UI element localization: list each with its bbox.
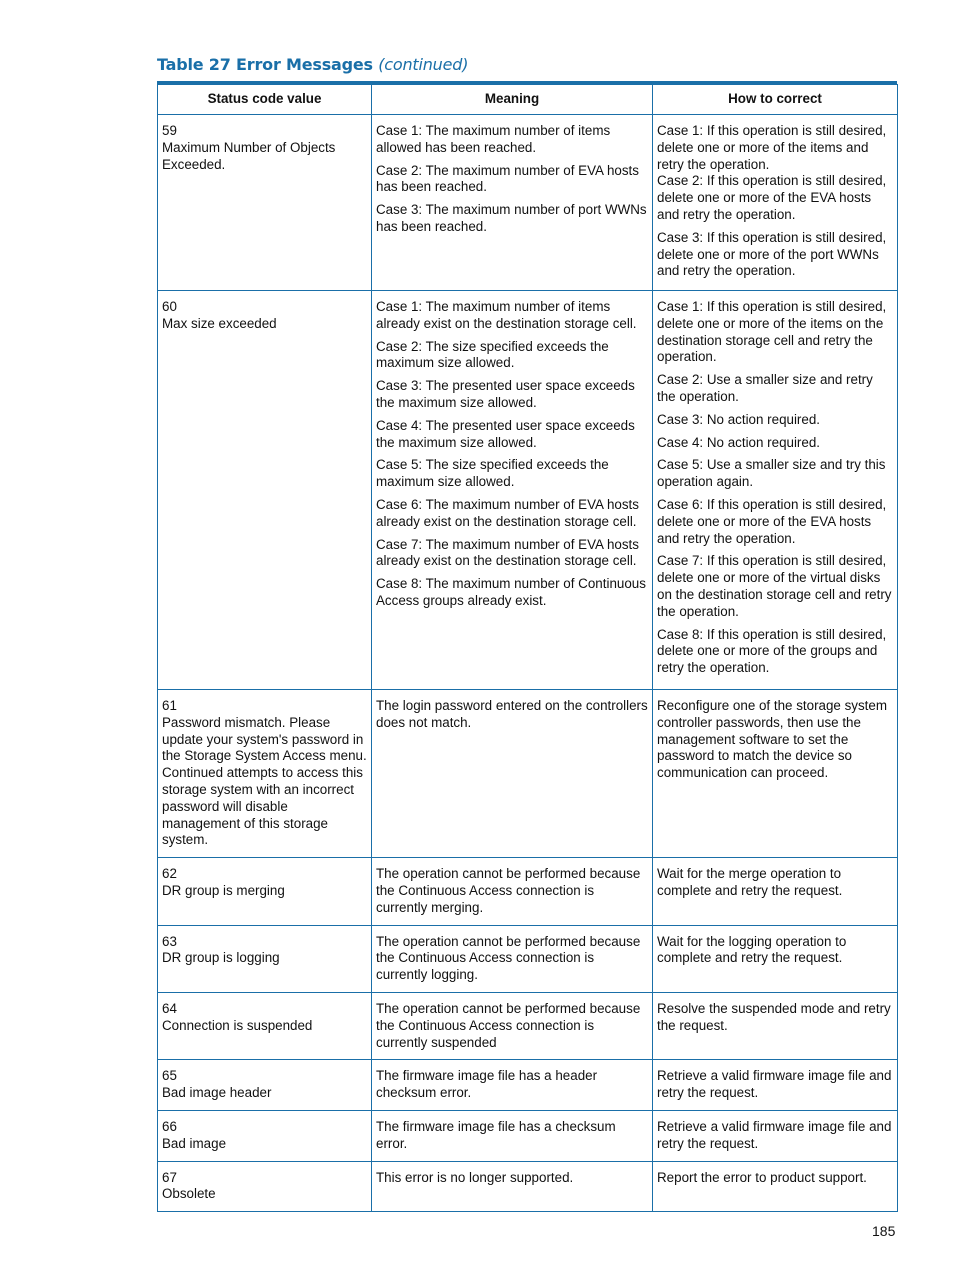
- meaning-text: The operation cannot be performed because the Continuous Access connection is currently merging.: [376, 866, 641, 915]
- meaning-cell: [372, 291, 653, 690]
- how-to-correct-cell: [653, 858, 898, 925]
- table-row: [158, 992, 898, 1059]
- how-to-correct-text: Case 3: If this operation is still desired, delete one or more of the port WWNs and retry the operation.: [657, 229, 887, 279]
- meaning-text: Case 2: The maximum number of EVA hosts has been reached.: [376, 162, 639, 195]
- status-code-name: Bad image header: [162, 1085, 272, 1101]
- meaning-cell: [372, 1110, 653, 1161]
- status-code-number: 62: [162, 866, 177, 882]
- how-to-correct-text: Case 2: If this operation is still desired, delete one or more of the EVA hosts and retry the operation.: [657, 173, 887, 222]
- meaning-text: The operation cannot be performed because the Continuous Access connection is currently suspended: [376, 1000, 641, 1050]
- table-row: [158, 1110, 898, 1161]
- meaning-text: Case 7: The maximum number of EVA hosts already exist on the destination storage cell.: [376, 536, 639, 569]
- meaning-text: This error is no longer supported.: [376, 1169, 574, 1185]
- status-code-number: 67: [162, 1169, 177, 1185]
- how-to-correct-cell: [653, 992, 898, 1059]
- how-to-correct-text: Reconfigure one of the storage system controller passwords, then use the management software to set the password to match the device so communication can proceed.: [657, 698, 888, 781]
- table-row: [158, 1161, 898, 1212]
- status-code-number: 61: [162, 698, 177, 713]
- meaning-text: Case 3: The presented user space exceeds the maximum size allowed.: [376, 378, 635, 410]
- table-row: [158, 1060, 898, 1111]
- table-row: [158, 690, 898, 858]
- meaning-text: Case 2: The size specified exceeds the maximum size allowed.: [376, 338, 609, 371]
- meaning-text: Case 5: The size specified exceeds the maximum size allowed.: [376, 457, 609, 490]
- how-to-correct-text: Case 8: If this operation is still desired, delete one or more of the groups and retry the operation.: [657, 626, 887, 676]
- status-code-cell: [158, 115, 372, 291]
- meaning-cell: [372, 992, 653, 1059]
- table-row: [158, 925, 898, 992]
- status-code-number: 63: [162, 933, 177, 949]
- status-code-name: Bad image: [162, 1135, 227, 1151]
- status-code-name: Max size exceeded: [162, 315, 277, 331]
- meaning-text: The firmware image file has a header checksum error.: [376, 1068, 598, 1101]
- how-to-correct-text: Case 1: If this operation is still desired, delete one or more of the items and retry the operation.: [657, 123, 887, 172]
- how-to-correct-cell: [653, 1060, 898, 1111]
- how-to-correct-text: Case 2: Use a smaller size and retry the operation.: [657, 372, 873, 404]
- status-code-cell: [158, 1161, 372, 1212]
- column-header-meaning: Meaning: [372, 85, 653, 115]
- meaning-cell: [372, 690, 653, 858]
- meaning-text: Case 6: The maximum number of EVA hosts already exist on the destination storage cell.: [376, 496, 639, 529]
- how-to-correct-text: Case 4: No action required.: [657, 434, 821, 450]
- how-to-correct-cell: [653, 1161, 898, 1212]
- column-header-status-code: Status code value: [158, 85, 372, 115]
- table-caption: [157, 55, 468, 74]
- meaning-text: Case 1: The maximum number of items already exist on the destination storage cell.: [376, 299, 637, 331]
- status-code-cell: [158, 1110, 372, 1161]
- meaning-cell: [372, 925, 653, 992]
- table-row: [158, 858, 898, 925]
- how-to-correct-text: Retrieve a valid firmware image file and retry the request.: [657, 1118, 892, 1151]
- status-code-cell: [158, 925, 372, 992]
- status-code-number: 65: [162, 1068, 177, 1084]
- how-to-correct-text: Case 1: If this operation is still desired, delete one or more of the items on the destination storage cell and retry the operation.: [657, 299, 887, 365]
- table-row: [158, 115, 898, 291]
- status-code-cell: [158, 992, 372, 1059]
- status-code-name: Obsolete: [162, 1186, 216, 1202]
- table-row: [158, 291, 898, 690]
- how-to-correct-text: Case 3: No action required.: [657, 411, 821, 427]
- how-to-correct-text: Retrieve a valid firmware image file and retry the request.: [657, 1068, 892, 1101]
- how-to-correct-cell: [653, 1110, 898, 1161]
- how-to-correct-text: Case 6: If this operation is still desired, delete one or more of the EVA hosts and retry the operation.: [657, 496, 887, 546]
- status-code-number: 66: [162, 1118, 177, 1134]
- continued-label: (continued): [378, 55, 469, 74]
- how-to-correct-text: Case 7: If this operation is still desired, delete one or more of the virtual disks on the destination storage cell and retry the operation.: [657, 553, 892, 619]
- how-to-correct-cell: [653, 291, 898, 690]
- how-to-correct-text: Wait for the merge operation to complete and retry the request.: [657, 866, 843, 898]
- how-to-correct-text: Report the error to product support.: [657, 1169, 867, 1185]
- status-code-number: 60: [162, 299, 177, 314]
- meaning-text: The login password entered on the controllers does not match.: [376, 698, 648, 730]
- error-messages-table: [157, 84, 898, 1212]
- table-header-row: [158, 85, 898, 115]
- status-code-cell: [158, 291, 372, 690]
- page-number: 185: [872, 1223, 896, 1239]
- status-code-name: DR group is merging: [162, 882, 285, 898]
- meaning-text: The operation cannot be performed because the Continuous Access connection is currently logging.: [376, 933, 641, 983]
- meaning-cell: [372, 858, 653, 925]
- status-code-number: 64: [162, 1000, 177, 1016]
- meaning-cell: [372, 115, 653, 291]
- meaning-text: The firmware image file has a checksum error.: [376, 1118, 616, 1151]
- status-code-cell: [158, 1060, 372, 1111]
- status-code-name: Password mismatch. Please update your system's password in the Storage System Access menu. Continued attempts to access this storage system with an incorrect password will disable management of this storage system.: [162, 714, 367, 848]
- how-to-correct-cell: [653, 115, 898, 291]
- meaning-cell: [372, 1060, 653, 1111]
- column-header-how-to-correct: How to correct: [653, 85, 898, 115]
- meaning-text: Case 1: The maximum number of items allowed has been reached.: [376, 123, 611, 155]
- how-to-correct-cell: [653, 925, 898, 992]
- meaning-text: Case 3: The maximum number of port WWNs has been reached.: [376, 202, 647, 234]
- status-code-name: DR group is logging: [162, 950, 280, 966]
- meaning-cell: [372, 1161, 653, 1212]
- status-code-name: Maximum Number of Objects Exceeded.: [162, 139, 336, 172]
- how-to-correct-text: Resolve the suspended mode and retry the request.: [657, 1000, 891, 1033]
- table-title: Table 27 Error Messages: [157, 55, 373, 74]
- how-to-correct-text: Wait for the logging operation to complete and retry the request.: [657, 933, 847, 966]
- how-to-correct-cell: [653, 690, 898, 858]
- status-code-cell: [158, 690, 372, 858]
- status-code-number: 59: [162, 123, 177, 138]
- how-to-correct-text: Case 5: Use a smaller size and try this operation again.: [657, 457, 886, 490]
- meaning-text: Case 4: The presented user space exceeds the maximum size allowed.: [376, 417, 635, 450]
- status-code-name: Connection is suspended: [162, 1017, 313, 1033]
- meaning-text: Case 8: The maximum number of Continuous Access groups already exist.: [376, 576, 646, 608]
- status-code-cell: [158, 858, 372, 925]
